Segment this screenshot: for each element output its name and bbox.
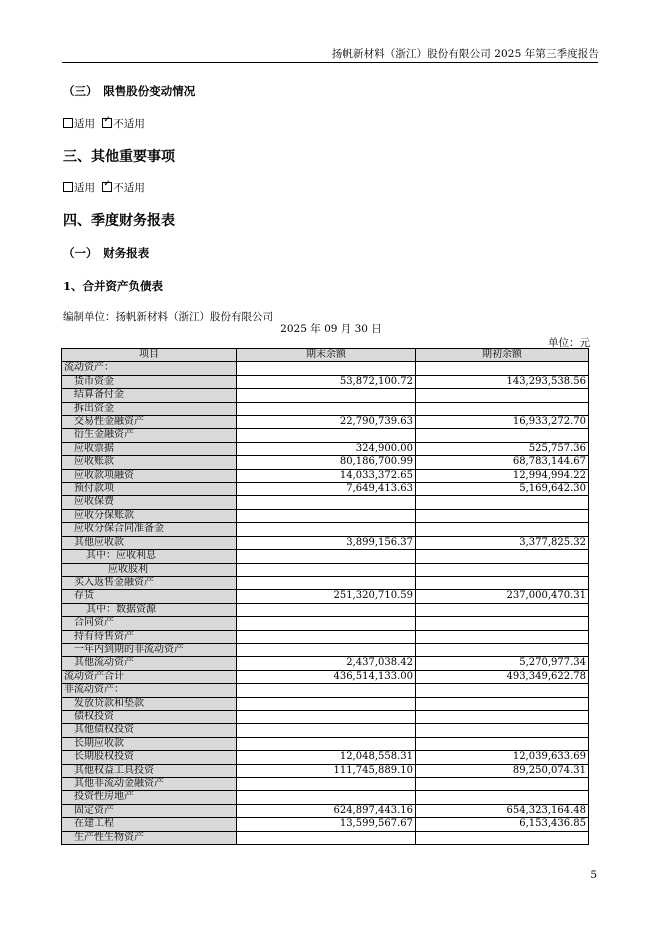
period-begin-value [416,710,589,723]
not-applicable-label: 不适用 [113,118,145,130]
table-row [62,764,589,777]
row-label: 应收分保账款 [62,509,237,522]
preparer-line: 编制单位：扬帆新材料（浙江）股份有限公司 [63,311,273,323]
table-row [62,697,589,710]
row-label: 流动资产合计 [62,670,237,683]
page-number: 5 [590,869,597,881]
table-row [62,576,589,589]
table-row [62,375,589,388]
section-other-matters-applicability [63,180,145,195]
table-row [62,778,589,791]
period-end-value: 80,186,700.99 [237,456,416,469]
table-row [62,804,589,817]
row-label: 应收股利 [62,563,237,576]
table-row [62,670,589,683]
period-begin-value: 68,783,144.67 [416,456,589,469]
period-end-value: 111,745,889.10 [237,764,416,777]
row-label: 应收款项融资 [62,469,237,482]
row-label: 货币资金 [62,375,237,388]
table-row [62,550,589,563]
row-label: 持有待售资产 [62,630,237,643]
period-end-value [237,389,416,402]
period-begin-value [416,778,589,791]
period-end-value [237,831,416,844]
period-end-value [237,697,416,710]
period-end-value: 53,872,100.72 [237,375,416,388]
period-end-value: 14,033,372.65 [237,469,416,482]
row-label: 衍生金融资产 [62,429,237,442]
section-financial-statements-title: （一） 财务报表 [63,246,150,260]
report-header: 扬帆新材料（浙江）股份有限公司 2025 年第三季度报告 [331,48,599,60]
row-label: 存货 [62,590,237,603]
period-end-value: 7,649,413.63 [237,483,416,496]
period-end-value [237,603,416,616]
table-row [62,643,589,656]
row-label: 在建工程 [62,818,237,831]
row-label: 其他权益工具投资 [62,764,237,777]
period-begin-value: 525,757.36 [416,442,589,455]
period-begin-value: 493,349,622.78 [416,670,589,683]
row-label: 应收保费 [62,496,237,509]
period-begin-value: 89,250,074.31 [416,764,589,777]
row-label: 其他流动资产 [62,657,237,670]
period-begin-value [416,496,589,509]
period-begin-value [416,697,589,710]
row-label: 其他非流动金融资产 [62,778,237,791]
row-label: 应收分保合同准备金 [62,523,237,536]
table-row [62,590,589,603]
table-row [62,831,589,844]
row-label: 非流动资产： [62,684,237,697]
period-end-value [237,737,416,750]
period-begin-value: 12,994,994.22 [416,469,589,482]
table-row [62,751,589,764]
table-row [62,523,589,536]
period-end-value: 436,514,133.00 [237,670,416,683]
table-row [62,402,589,415]
period-end-value: 22,790,739.63 [237,416,416,429]
period-begin-value: 16,933,272.70 [416,416,589,429]
table-row [62,389,589,402]
table-row [62,563,589,576]
period-end-value: 324,900.00 [237,442,416,455]
section-other-matters-title: 三、其他重要事项 [63,149,175,165]
period-end-value [237,724,416,737]
row-label: 其他应收款 [62,536,237,549]
period-end-value [237,429,416,442]
period-end-value: 12,048,558.31 [237,751,416,764]
table-row [62,724,589,737]
period-begin-value [416,563,589,576]
table-row [62,737,589,750]
header-divider [62,62,598,63]
row-label: 长期应收款 [62,737,237,750]
period-end-value: 251,320,710.59 [237,590,416,603]
period-begin-value [416,402,589,415]
period-end-value [237,684,416,697]
row-label: 其中：应收利息 [62,550,237,563]
table-row [62,536,589,549]
period-begin-value [416,643,589,656]
row-label: 预付款项 [62,483,237,496]
row-label: 流动资产： [62,362,237,375]
period-begin-value: 5,169,642.30 [416,483,589,496]
period-begin-value [416,630,589,643]
table-row [62,617,589,630]
table-row [62,710,589,723]
period-end-value [237,523,416,536]
period-begin-value [416,737,589,750]
column-header-period-end: 期末余额 [237,349,416,362]
period-end-value [237,643,416,656]
column-header-period-begin: 期初余额 [416,349,589,362]
table-row [62,509,589,522]
period-begin-value: 237,000,470.31 [416,590,589,603]
applicable-checkbox [63,118,73,128]
row-label: 固定资产 [62,804,237,817]
table-row [62,362,589,375]
period-begin-value [416,389,589,402]
unit-label: 单位：元 [548,337,590,349]
period-begin-value [416,429,589,442]
table-row [62,456,589,469]
period-begin-value: 143,293,538.56 [416,375,589,388]
period-begin-value [416,362,589,375]
row-label: 发放贷款和垫款 [62,697,237,710]
row-label: 合同资产 [62,617,237,630]
table-row [62,416,589,429]
period-begin-value [416,523,589,536]
period-end-value: 3,899,156.37 [237,536,416,549]
period-end-value [237,550,416,563]
table-row [62,442,589,455]
not-applicable-checkbox [102,182,112,192]
applicable-label: 适用 [74,182,95,194]
row-label: 一年内到期的非流动资产 [62,643,237,656]
table-row [62,791,589,804]
period-begin-value [416,831,589,844]
period-begin-value [416,617,589,630]
period-end-value [237,509,416,522]
period-end-value [237,710,416,723]
period-begin-value: 3,377,825.32 [416,536,589,549]
row-label: 债权投资 [62,710,237,723]
table-row [62,684,589,697]
section-restricted-shares-title: （三） 限售股份变动情况 [63,84,196,98]
period-begin-value: 5,270,977.34 [416,657,589,670]
report-date: 2025 年 09 月 30 日 [280,323,382,335]
row-label: 其他债权投资 [62,724,237,737]
period-end-value [237,576,416,589]
period-begin-value [416,684,589,697]
period-end-value: 13,599,567.67 [237,818,416,831]
row-label: 应收票据 [62,442,237,455]
section-restricted-shares-applicability [63,116,145,131]
row-label: 交易性金融资产 [62,416,237,429]
column-header-item: 项目 [62,349,237,362]
row-label: 拆出资金 [62,402,237,415]
table-row [62,429,589,442]
period-end-value [237,563,416,576]
period-end-value: 2,437,038.42 [237,657,416,670]
table-row [62,496,589,509]
table-row [62,603,589,616]
not-applicable-checkbox [102,118,112,128]
period-end-value [237,778,416,791]
table-row [62,469,589,482]
applicable-checkbox [63,182,73,192]
row-label: 投资性房地产 [62,791,237,804]
period-begin-value [416,603,589,616]
row-label: 长期股权投资 [62,751,237,764]
section-balance-sheet-title: 1、合并资产负债表 [63,279,164,293]
table-row [62,630,589,643]
period-begin-value [416,509,589,522]
period-begin-value [416,550,589,563]
balance-sheet-table [61,348,589,845]
period-begin-value [416,576,589,589]
period-end-value [237,791,416,804]
not-applicable-label: 不适用 [113,182,145,194]
row-label: 应收账款 [62,456,237,469]
period-end-value [237,362,416,375]
period-end-value [237,402,416,415]
table-header-row [62,349,589,362]
row-label: 结算备付金 [62,389,237,402]
period-begin-value [416,791,589,804]
period-begin-value: 654,323,164.48 [416,804,589,817]
period-begin-value [416,724,589,737]
row-label: 买入返售金融资产 [62,576,237,589]
table-row [62,657,589,670]
period-end-value [237,630,416,643]
applicable-label: 适用 [74,118,95,130]
period-end-value [237,617,416,630]
period-begin-value: 6,153,436.85 [416,818,589,831]
row-label: 生产性生物资产 [62,831,237,844]
period-end-value [237,496,416,509]
period-begin-value: 12,039,633.69 [416,751,589,764]
table-row [62,483,589,496]
period-end-value: 624,897,443.16 [237,804,416,817]
section-quarterly-statements-title: 四、季度财务报表 [63,213,175,229]
row-label: 其中：数据资源 [62,603,237,616]
table-row [62,818,589,831]
